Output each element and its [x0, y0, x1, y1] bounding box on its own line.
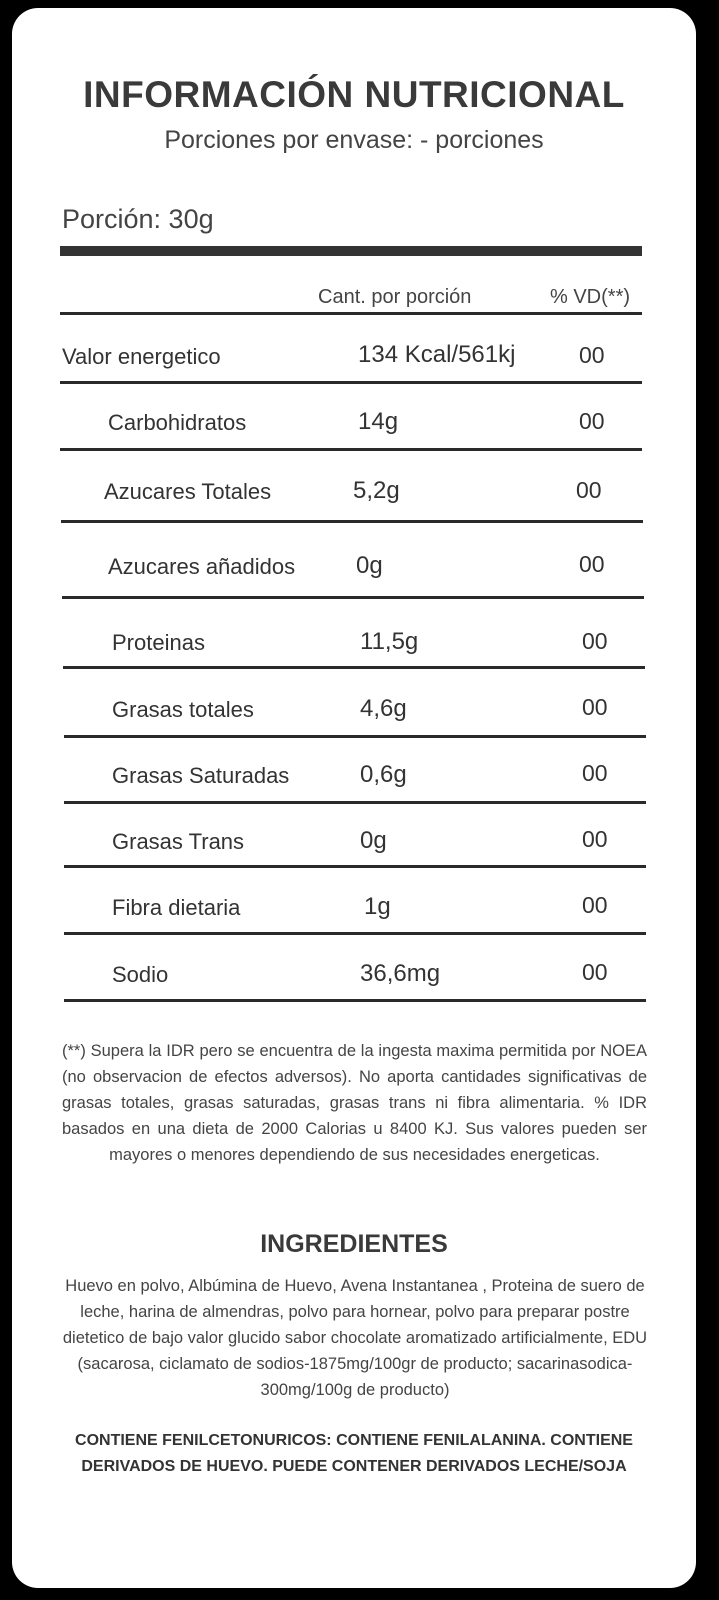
- row-divider: [64, 932, 646, 935]
- row-amount-proteinas: 11,5g: [360, 628, 419, 655]
- row-vd-grasas-totales: 00: [582, 694, 608, 720]
- row-label-sodio: Sodio: [112, 962, 169, 987]
- thick-divider: [60, 246, 642, 256]
- row-label-valor-energetico: Valor energetico: [62, 344, 221, 369]
- ingredients-title: INGREDIENTES: [260, 1230, 448, 1258]
- row-vd-fibra-dietaria: 00: [582, 892, 608, 918]
- row-divider: [63, 666, 645, 669]
- row-vd-sodio: 00: [582, 959, 608, 985]
- row-amount-azucares-totales: 5,2g: [353, 477, 400, 504]
- row-label-grasas-totales: Grasas totales: [112, 697, 254, 722]
- row-vd-azucares-anadidos: 00: [579, 551, 605, 577]
- row-label-azucares-totales: Azucares Totales: [104, 479, 272, 504]
- header-divider: [60, 312, 642, 315]
- row-label-fibra-dietaria: Fibra dietaria: [112, 895, 241, 920]
- row-amount-carbohidratos: 14g: [358, 408, 399, 435]
- row-amount-grasas-trans: 0g: [360, 827, 387, 854]
- row-label-grasas-trans: Grasas Trans: [112, 829, 245, 854]
- row-divider: [64, 999, 646, 1002]
- row-vd-grasas-saturadas: 00: [582, 760, 608, 786]
- row-amount-fibra-dietaria: 1g: [364, 893, 391, 920]
- row-vd-azucares-totales: 00: [576, 477, 602, 503]
- portions-per-container: Porciones por envase: - porciones: [164, 126, 544, 154]
- row-amount-grasas-saturadas: 0,6g: [360, 761, 407, 788]
- ingredients-text: Huevo en polvo, Albúmina de Huevo, Avena Instantanea , Proteina de suero de leche, harina de almendras, polvo para hornear, polvo para preparar postre dietetico de bajo valor glucido sabor chocolate aromatizado artificialmente, EDU (sacarosa, ciclamato de sodios-1875mg/100gr de producto; sacarinasodica-300mg/100g de producto): [62, 1277, 648, 1399]
- row-label-proteinas: Proteinas: [112, 630, 205, 655]
- footnote: (**) Supera la IDR pero se encuentra de la ingesta maxima permitida por NOEA (no observacion de efectos adversos). No aporta cantidades significativas de grasas totales, grasas saturadas, grasas trans ni fibra alimentaria. % IDR basados en una dieta de 2000 Calorias u 8400 KJ. Sus valores pueden ser mayores o menores dependiendo de sus necesidades energeticas.: [62, 1042, 647, 1164]
- row-amount-grasas-totales: 4,6g: [360, 695, 407, 722]
- column-header-amount: Cant. por porción: [318, 286, 472, 308]
- serving-size: Porción: 30g: [62, 204, 214, 234]
- row-divider: [64, 735, 646, 738]
- allergen-warning: CONTIENE FENILCETONURICOS: CONTIENE FENILALANINA. CONTIENE DERIVADOS DE HUEVO. PUEDE CONTENER DERIVADOS LECHE/SOJA: [75, 1432, 633, 1475]
- row-divider: [61, 520, 643, 523]
- row-divider: [64, 801, 646, 804]
- row-label-azucares-anadidos: Azucares añadidos: [108, 554, 296, 579]
- row-divider: [60, 381, 642, 384]
- row-divider: [62, 596, 644, 599]
- label-title: INFORMACIÓN NUTRICIONAL: [83, 74, 625, 115]
- nutrition-label: [12, 8, 696, 1588]
- row-vd-valor-energetico: 00: [579, 342, 605, 368]
- row-vd-grasas-trans: 00: [582, 826, 608, 852]
- row-vd-proteinas: 00: [582, 628, 608, 654]
- row-amount-valor-energetico: 134 Kcal/561kj: [358, 341, 516, 368]
- column-header-vd: % VD(**): [550, 286, 631, 308]
- row-divider: [64, 865, 646, 868]
- row-amount-azucares-anadidos: 0g: [356, 552, 383, 579]
- row-divider: [60, 448, 642, 451]
- row-amount-sodio: 36,6mg: [360, 960, 441, 987]
- row-label-carbohidratos: Carbohidratos: [108, 410, 247, 435]
- row-vd-carbohidratos: 00: [579, 408, 605, 434]
- row-label-grasas-saturadas: Grasas Saturadas: [112, 763, 290, 788]
